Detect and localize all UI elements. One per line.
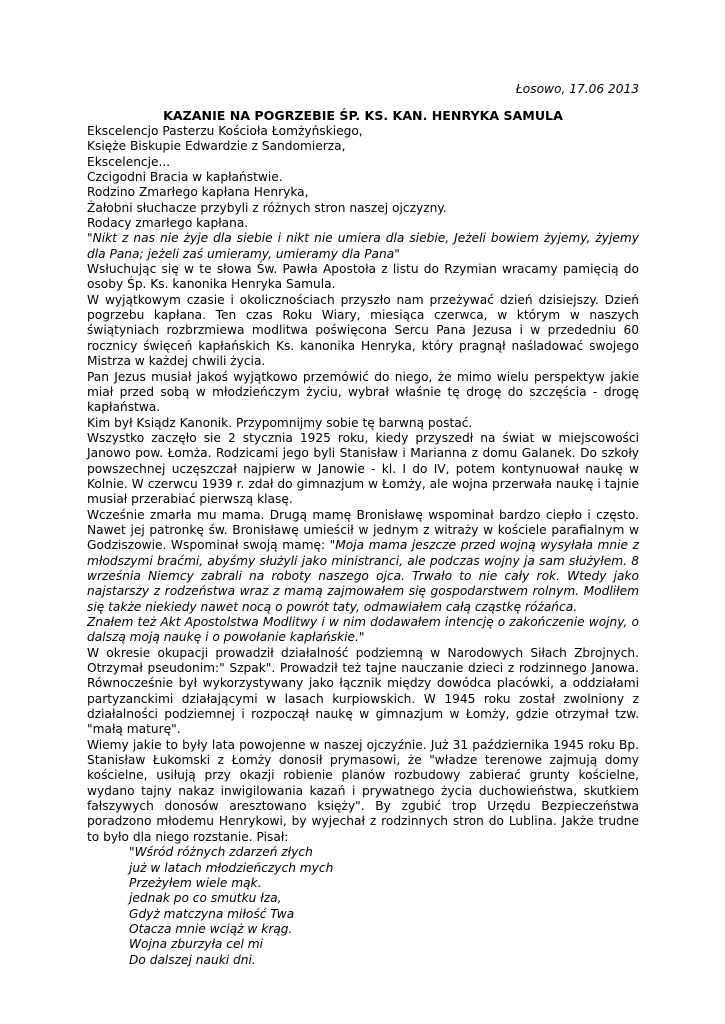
greetings xyxy=(87,124,639,231)
poem-line: Do dalszej nauki dni. xyxy=(129,952,256,967)
paragraph-mother xyxy=(87,508,639,615)
mother-quote: "Moja mama jeszcze przed wojną wysyłała mnie z młodszymi braćmi, abyśmy służyli jako ministranci, ale podczas wojny ja sam służyłem. 8 września Niemcy zabrali na roboty naszego ojca. Trwało to nie cały rok. Wtedy jako najstarszy z rodzeństwa wraz z mamą zajmowałem się gospodarstwem rolnym. Modliłem się także niekiedy nawet nocą o powrót taty, odmawiałem całą cząstkę różańca. xyxy=(87,538,639,614)
greeting-line: Ekscelencjo Pasterzu Kościoła Łomżyńskiego, xyxy=(87,124,363,138)
paragraph: Kim był Ksiądz Kanonik. Przypomnijmy sobie tę barwną postać. xyxy=(87,415,473,430)
document-date: Łosowo, 17.06 2013 xyxy=(515,82,639,96)
poem-line: Otacza mnie wciąż w krąg. xyxy=(129,921,293,936)
greeting-line: Żałobni słuchacze przybyli z różnych stron naszej ojczyzny. xyxy=(87,200,447,215)
paragraph-text: Wcześnie zmarła mu mama. Drugą mamę Bronisławę wspominał bardzo ciepło i często. Nawet jej patronkę św. Bronisławę umieścił w jednym z witraży w kościele parafialnym w Godziszowie. Wspominał swoją mamę: xyxy=(87,507,639,553)
poem-line: już w latach młodzieńczych mych xyxy=(129,860,334,875)
greeting-line: Czcigodni Bracia w kapłaństwie. xyxy=(87,170,283,185)
poem-line: Przeżyłem wiele mąk. xyxy=(129,875,262,890)
poem-line: jednak po co smutku łza, xyxy=(129,891,282,906)
greeting-line: Księże Biskupie Edwardzie z Sandomierza, xyxy=(87,139,346,154)
paragraph: Wszystko zaczęło sie 2 stycznia 1925 roku, kiedy przyszedł na świat w miejscowości Janowo pow. Łomża. Rodzicami jego byli Stanisław i Marianna z domu Galanek. Do szkoły powszechnej uczęszczał najpierw w Janowie - kl. I do IV, potem kontynuował naukę w Kolnie. W czerwcu 1939 r. zdał do gimnazjum w Łomży, ale wojna przerwała naukę i tajnie musiał przerabiać pierwszą klasę. xyxy=(87,430,639,507)
poem-line: "Wśród różnych zdarzeń złych xyxy=(129,845,313,860)
document-title: KAZANIE NA POGRZEBIE ŚP. KS. KAN. HENRYKA SAMULA xyxy=(163,108,563,123)
paragraph: W wyjątkowym czasie i okolicznościach przyszło nam przeżywać dzień dzisiejszy. Dzień pogrzebu kapłana. Ten czas Roku Wiary, miesiąca czerwca, w którym w naszych świątyniach rozbrzmiewa modlitwa poświęcona Sercu Pana Jezusa i w przededniu 60 rocznicy święceń kapłańskich Ks. kanonika Henryka, który pragnął naśladować swojego Mistrza w każdej chwili życia. xyxy=(87,292,639,369)
poem xyxy=(129,845,639,968)
greeting-line: Rodzino Zmarłego kapłana Henryka, xyxy=(87,185,309,200)
poem-line: Wojna zburzyła cel mi xyxy=(129,937,263,952)
poem-line: Gdyż matczyna miłość Twa xyxy=(129,906,295,921)
paragraph: Pan Jezus musiał jakoś wyjątkowo przemówić do niego, że mimo wielu perspektyw jakie miał przed sobą w młodzieńczym życiu, wybrał właśnie tę drogę do szczęścia - drogę kapłaństwa. xyxy=(87,369,639,415)
prayer-quote: Znałem też Akt Apostolstwa Modlitwy i w nim dodawałem intencję o zakończenie wojny, o dalszą moją naukę i o powołanie kapłańskie." xyxy=(87,615,639,645)
greeting-line: Rodacy zmarłego kapłana. xyxy=(87,216,249,231)
paragraph: Wiemy jakie to były lata powojenne w naszej ojczyźnie. Już 31 października 1945 roku Bp. Stanisław Łukomski z Łomży donosił prymasowi, że "władze terenowe zajmują domy kościelne, usiłują przy okazji robienie planów rozbudowy zabierać grunty kościelne, wydano tajny nakaz inwigilowania kazań i prywatnego życia duchowieństwa, skutkiem fałszywych donosów aresztowano księży". By zgubić trop Urzędu Bezpieczeństwa poradzono młodemu Henrykowi, by wyjechał z rodzinnych stron do Lublina. Jakże trudne to było dla niego rozstanie. Pisał: xyxy=(87,737,639,844)
paragraph: Wsłuchując się w te słowa Św. Pawła Apostoła z listu do Rzymian wracamy pamięcią do osoby Śp. Ks. kanonika Henryka Samula. xyxy=(87,262,639,292)
paragraph: W okresie okupacji prowadził działalność podziemną w Narodowych Siłach Zbrojnych. Otrzymał pseudonim:" Szpak". Prowadził też tajne nauczanie dzieci z rodzinnego Janowa. Równocześnie był wykorzystywany jako łącznik między dowódca placówki, a oddziałami partyzanckimi działającymi w lasach kurpiowskich. W 1945 roku został zwolniony z działalności podziemnej i rozpoczął naukę w gimnazjum w Łomży, gdzie otrzymał tzw. "małą maturę". xyxy=(87,645,639,737)
scripture-quote: "Nikt z nas nie żyje dla siebie i nikt nie umiera dla siebie, Jeżeli bowiem żyjemy, żyjemy dla Pana; jeżeli zaś umieramy, umieramy dla Pana" xyxy=(87,231,639,261)
greeting-line: Ekscelencje... xyxy=(87,154,171,169)
document-page xyxy=(87,82,639,968)
